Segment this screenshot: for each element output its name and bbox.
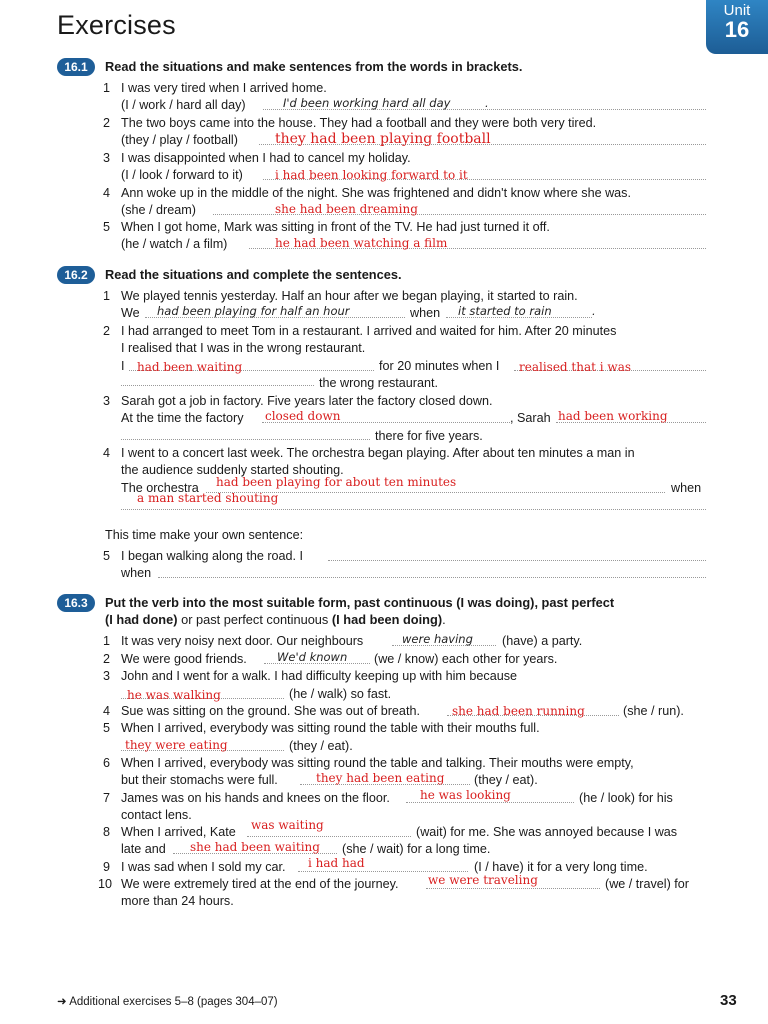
prompt-text: (she / dream)	[121, 203, 196, 217]
unit-label: Unit	[723, 2, 751, 19]
handwritten-answer: it started to rain	[458, 304, 552, 318]
item-number: 5	[102, 220, 110, 234]
prompt-text: (he / walk) so fast.	[289, 687, 392, 701]
handwritten-answer: he was walking	[127, 688, 221, 702]
exercise-badge-16-3: 16.3	[57, 594, 95, 612]
handwritten-answer: we were traveling	[428, 873, 538, 887]
situation-text: James was on his hands and knees on the floor.	[121, 791, 390, 805]
exercise-heading-16-3	[105, 595, 614, 610]
handwritten-answer: i had had	[308, 856, 365, 870]
situation-text: Ann woke up in the middle of the night. She was frightened and didn't know where she was.	[121, 186, 631, 200]
handwritten-answer: they were eating	[125, 738, 228, 752]
unit-number: 16	[724, 17, 750, 42]
situation-text: late and	[121, 842, 166, 856]
prompt-text: , Sarah	[510, 411, 551, 425]
prompt-text: (she / wait) for a long time.	[342, 842, 491, 856]
item-number: 4	[102, 446, 110, 460]
handwritten-answer: she had been waiting	[190, 840, 320, 854]
answer-line[interactable]	[121, 384, 314, 386]
unit-tab	[706, 0, 768, 54]
situation-text: but their stomachs were full.	[121, 773, 278, 787]
page-title: Exercises	[57, 10, 176, 40]
prompt-text: for 20 minutes when I	[379, 359, 500, 373]
handwritten-answer: they had been playing football	[275, 131, 491, 147]
exercise-badge-16-2: 16.2	[57, 266, 95, 284]
situation-text: I began walking along the road. I	[121, 549, 304, 563]
heading-part: or past perfect continuous	[177, 612, 332, 627]
prompt-text: when	[671, 481, 702, 495]
item-number: 3	[102, 394, 110, 408]
answer-line[interactable]	[121, 438, 370, 440]
item-number: 1	[102, 81, 110, 95]
prompt-text: (he / watch / a film)	[121, 237, 228, 251]
prompt-text: I	[121, 359, 125, 373]
handwritten-answer: realised that i was	[519, 360, 632, 374]
prompt-text: (she / run).	[623, 704, 684, 718]
item-number: 5	[102, 549, 110, 563]
situation-text: I went to a concert last week. The orchestra began playing. After about ten minutes a man in	[121, 446, 635, 460]
item-number: 2	[102, 652, 110, 666]
exercise-heading-16-3-line2	[105, 612, 446, 627]
situation-text: When I got home, Mark was sitting in front of the TV. He had just turned it off.	[121, 220, 550, 234]
situation-text: contact lens.	[121, 808, 192, 822]
item-number: 1	[102, 289, 110, 303]
situation-text: We were extremely tired at the end of the journey.	[121, 877, 399, 891]
handwritten-answer: a man started shouting	[137, 491, 279, 505]
handwritten-answer: he had been watching a film	[275, 236, 448, 250]
handwritten-answer: were having	[402, 632, 473, 646]
additional-exercises-link: ➜ Additional exercises 5–8 (pages 304–07)	[57, 996, 278, 1008]
situation-text: I was sad when I sold my car.	[121, 860, 286, 874]
prompt-text: (I / work / hard all day)	[121, 98, 246, 112]
prompt-text: (I / look / forward to it)	[121, 168, 243, 182]
prompt-text: (we / travel) for	[605, 877, 689, 891]
item-number: 5	[102, 721, 110, 735]
handwritten-answer: I'd been working hard all day	[283, 96, 451, 110]
prompt-text: (he / look) for his	[579, 791, 673, 805]
prompt-text: there for five years.	[375, 429, 483, 443]
prompt-text: (they / eat).	[289, 739, 353, 753]
handwritten-answer: was waiting	[251, 818, 324, 832]
handwritten-answer: he was looking	[420, 788, 511, 802]
item-number: 2	[102, 116, 110, 130]
prompt-text: (I / have) it for a very long time.	[474, 860, 648, 874]
exercise-heading-16-2: Read the situations and complete the sentences.	[105, 267, 402, 282]
answer-line[interactable]	[247, 835, 411, 837]
item-number: 8	[102, 825, 110, 839]
heading-part: (I had done)	[105, 612, 178, 627]
prompt-text: when	[410, 306, 441, 320]
handwritten-answer: had been playing for about ten minutes	[216, 475, 457, 489]
handwritten-answer: We'd known	[277, 650, 348, 664]
prompt-text: (they / play / football)	[121, 133, 238, 147]
situation-text: We played tennis yesterday. Half an hour after we began playing, it started to rain.	[121, 289, 578, 303]
item-number: 3	[102, 669, 110, 683]
handwritten-answer: had been waiting	[137, 360, 243, 374]
item-number: 9	[102, 860, 110, 874]
exercise-badge-16-1: 16.1	[57, 58, 95, 76]
answer-line[interactable]	[298, 870, 468, 872]
own-sentence-label: This time make your own sentence:	[105, 528, 304, 542]
situation-text: I had arranged to meet Tom in a restaurant. I arrived and waited for him. After 20 minutes	[121, 324, 617, 338]
answer-full-stop: .	[592, 304, 596, 318]
answer-line[interactable]	[328, 559, 706, 561]
handwritten-answer: she had been dreaming	[275, 202, 418, 216]
situation-text: When I arrived, everybody was sitting round the table and talking. Their mouths were empty,	[121, 756, 634, 770]
item-number: 1	[102, 634, 110, 648]
answer-line[interactable]	[121, 508, 706, 510]
prompt-text: The orchestra	[121, 481, 199, 495]
heading-part: (I was doing)	[456, 595, 535, 610]
item-number: 4	[102, 704, 110, 718]
situation-text: Sarah got a job in factory. Five years later the factory closed down.	[121, 394, 493, 408]
item-number: 10	[97, 877, 112, 891]
prompt-text: (they / eat).	[474, 773, 538, 787]
situation-text: the audience suddenly started shouting.	[121, 463, 344, 477]
item-number: 3	[102, 151, 110, 165]
handwritten-answer: i had been looking forward to it	[275, 168, 468, 182]
prompt-text: We	[121, 306, 140, 320]
item-number: 6	[102, 756, 110, 770]
answer-line[interactable]	[158, 576, 706, 578]
answer-line[interactable]	[426, 887, 600, 889]
heading-part: Put the verb into the most suitable form, past continuous	[105, 595, 457, 610]
prompt-text: (wait) for me. She was annoyed because I was	[416, 825, 678, 839]
exercise-heading-16-1: Read the situations and make sentences from the words in brackets.	[105, 59, 523, 74]
answer-full-stop: .	[485, 96, 489, 110]
situation-text: The two boys came into the house. They had a football and they were both very tired.	[121, 116, 597, 130]
situation-text: Sue was sitting on the ground. She was out of breath.	[121, 704, 420, 718]
prompt-text: At the time the factory	[121, 411, 244, 425]
heading-part: .	[442, 612, 446, 627]
prompt-text: the wrong restaurant.	[319, 376, 439, 390]
prompt-text: (we / know) each other for years.	[374, 652, 558, 666]
handwritten-answer: had been playing for half an hour	[157, 304, 350, 318]
handwritten-answer: had been working	[558, 409, 668, 423]
handwritten-answer: closed down	[265, 409, 341, 423]
situation-text: When I arrived, everybody was sitting round the table with their mouths full.	[121, 721, 540, 735]
item-number: 4	[102, 186, 110, 200]
item-number: 7	[102, 791, 110, 805]
item-number: 2	[102, 324, 110, 338]
situation-text: It was very noisy next door. Our neighbours	[121, 634, 364, 648]
situation-text: I was disappointed when I had to cancel my holiday.	[121, 151, 411, 165]
situation-text: When I arrived, Kate	[121, 825, 236, 839]
situation-text: John and I went for a walk. I had difficulty keeping up with him because	[121, 669, 518, 683]
situation-text: I realised that I was in the wrong restaurant.	[121, 341, 366, 355]
situation-text: more than 24 hours.	[121, 894, 234, 908]
handwritten-answer: they had been eating	[316, 771, 445, 785]
handwritten-answer: she had been running	[452, 704, 585, 718]
heading-part: , past perfect	[534, 595, 615, 610]
heading-part: (I had been doing)	[331, 612, 443, 627]
prompt-text: (have) a party.	[502, 634, 583, 648]
page-number: 33	[720, 992, 737, 1009]
situation-text: I was very tired when I arrived home.	[121, 81, 327, 95]
situation-text: We were good friends.	[121, 652, 247, 666]
prompt-text: when	[121, 566, 152, 580]
